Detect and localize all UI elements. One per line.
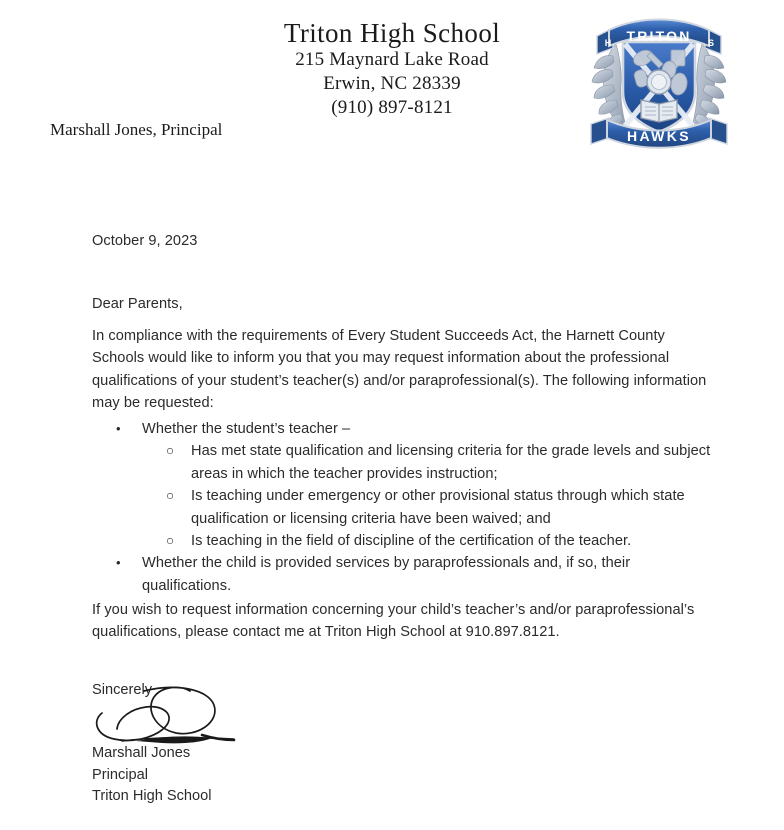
letter-salutation: Dear Parents, xyxy=(92,296,183,312)
crest-bottom-banner-text: HAWKS xyxy=(626,128,692,144)
principal-name-line: Marshall Jones, Principal xyxy=(50,120,223,139)
list-item xyxy=(92,440,722,485)
list-item-label: Is teaching under emergency or other provisional status through which state qualification or licensing criteria have been waived; and xyxy=(191,488,685,527)
letter-date: October 9, 2023 xyxy=(92,233,198,249)
list-item-label: Has met state qualification and licensing criteria for the grade levels and subject areas in which the teacher provides instruction; xyxy=(191,443,711,482)
signer-name: Marshall Jones xyxy=(92,745,191,761)
bullet-disc-icon: • xyxy=(116,420,121,436)
bullet-circle-icon: ○ xyxy=(166,443,175,459)
letter-paragraph-2: If you wish to request information concerning your child’s teacher’s and/or paraprofessional’s qualifications, please contact me at Triton High School at 910.897.8121. xyxy=(92,602,695,641)
signer-title: Principal xyxy=(92,766,148,783)
list-item-label: Is teaching in the field of discipline of the certification of the teacher. xyxy=(191,533,632,550)
list-item xyxy=(92,418,722,440)
school-name: Triton High School xyxy=(283,18,501,48)
bullet-disc-icon: • xyxy=(116,554,121,570)
school-address-city: Erwin, NC 28339 xyxy=(323,73,461,94)
signature-block xyxy=(92,679,392,804)
school-address-street: 215 Maynard Lake Road xyxy=(295,49,489,70)
crest-left-tail-letter: H xyxy=(604,38,612,48)
signer-info xyxy=(92,743,212,808)
shield-icon xyxy=(623,42,695,132)
requirements-list xyxy=(92,418,722,597)
list-item xyxy=(92,530,722,552)
crest-top-banner-text: TRITON xyxy=(626,28,692,44)
list-item xyxy=(92,485,722,530)
list-item xyxy=(92,552,722,597)
bullet-circle-icon: ○ xyxy=(166,533,175,549)
letter-paragraph-1: In compliance with the requirements of Every Student Succeeds Act, the Harnett County Schools would like to inform you that you may request information about the professional qualifications of your student’s teacher(s) and/or paraprofessional(s). The following information may be requested: xyxy=(92,328,707,412)
letterhead xyxy=(0,0,784,160)
list-item-label: Whether the student’s teacher – xyxy=(142,421,351,437)
letter-closing: Sincerely xyxy=(92,682,153,698)
list-item-label: Whether the child is provided services by paraprofessionals and, if so, their qualifications. xyxy=(142,555,631,594)
crest-right-tail-letter: S xyxy=(707,38,715,48)
bullet-circle-icon: ○ xyxy=(166,488,175,504)
signer-organization: Triton High School xyxy=(92,788,212,804)
school-crest-logo xyxy=(583,8,735,156)
school-phone: (910) 897-8121 xyxy=(331,97,453,118)
